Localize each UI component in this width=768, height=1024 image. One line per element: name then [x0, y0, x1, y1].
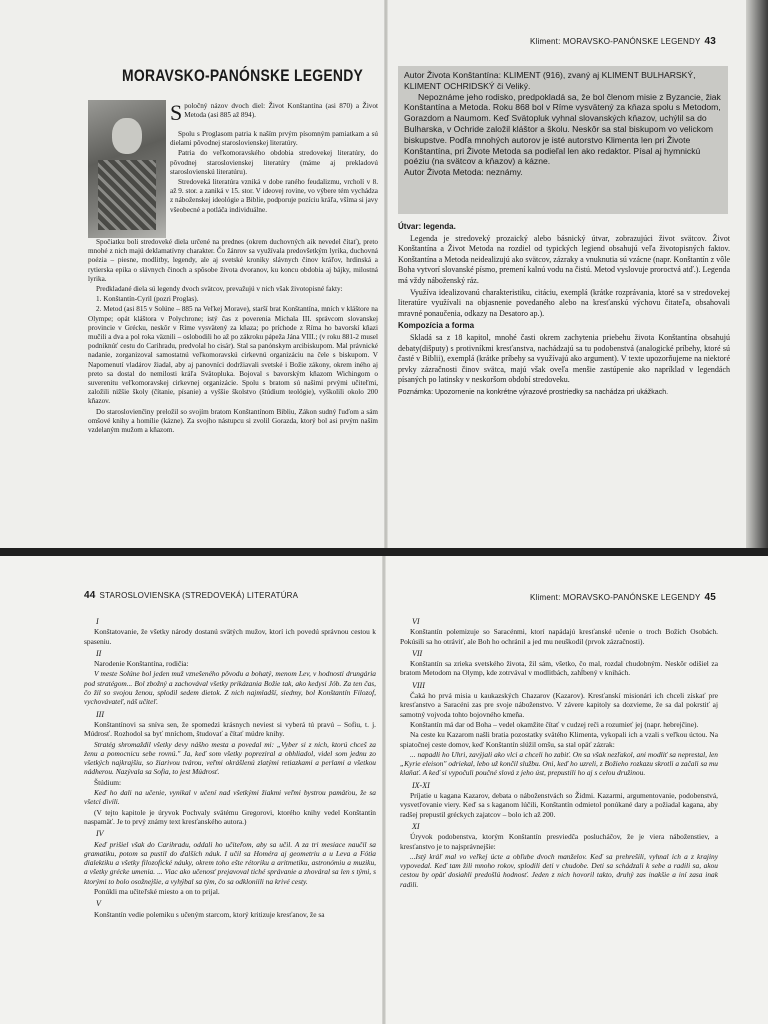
col1-paragraph: Patria do veľkomoravského obdobia stredovekej literatúry, do pôvodnej staroslovienskej literatúry (máme aj prekladovú staroslovienskú literatúru).: [170, 149, 378, 176]
chapter-numeral: VI: [412, 617, 420, 626]
column-1-beside-image: [170, 130, 378, 216]
chapter-numeral: IX-XI: [412, 780, 430, 790]
bottom-spread: [0, 556, 768, 1024]
col1-paragraph: Predkladané diela sú legendy dvoch svätcov, prevažujú v nich však životopisné fakty:: [96, 285, 343, 294]
page-title: MORAVSKO-PANÓNSKE LEGENDY: [122, 66, 364, 85]
section-heading: Kompozícia a forma: [398, 321, 475, 331]
drop-cap: S: [170, 100, 183, 125]
chapter-summary: Konštantín vedie polemiku s učeným starcom, ktorý kritizuje kresťanov, že sa: [94, 909, 325, 919]
author-info-box: [398, 66, 728, 214]
chapter-numeral: II: [96, 648, 102, 658]
chapter-summary: (V tejto kapitole je úryvok Pochvaly svätému Gregorovi, ktorého knihy vedel Konštantín naspamäť. Je to prvý známy text kresťanského autora.): [84, 807, 376, 826]
box-metod-author: Autor Života Metoda: neznámy.: [404, 167, 523, 178]
page-fold: [384, 0, 388, 548]
chapter-summary: Narodenie Konštantína, rodičia:: [94, 659, 189, 669]
page-45-text: [400, 614, 718, 890]
chapter-summary: Konštantín má dar od Boha – vedel okamžite čítať v cudzej reči a rozumieť jej (napr. hebrejčine).: [410, 719, 699, 729]
chapter-summary: Ponúkli ma učiteľské miesto a on to prijal.: [94, 887, 220, 897]
col2-paragraph: Legenda je stredoveký prozaický alebo básnický útvar, zobrazujúci život svätcov. Život Konštantína a Život Metoda na rozdiel od typických legiend obsahujú veľa životopisných faktov. Konštantína a Metoda neidealizujú ako svätcov, zázraky a vnuknutia sú vzácne (napr. Konštantín z vôle Boha vytvorí slovanské písmo, premení kalnú vodu na čistú. Metod vyslovuje proroctvá atď.). Legenda má vždy náboženský ráz.: [398, 233, 730, 285]
saint-portrait-image: [88, 100, 166, 238]
section-heading: Útvar: legenda.: [398, 222, 456, 231]
chapter-quote: ... napadli ho Uhri, zavýjali ako vlci a chceli ho zabiť. On sa však nezľakol, ani modliť sa neprestal, len „Kyrie eleison" odriekal, lebo už končil službu. Oni, keď ho uzreli, z Božieho rozkazu skrotli a začali sa mu klaňať. A keď si vypočuli poučné slová z jeho úst, prepustili ho aj s celou družinou.: [400, 749, 718, 778]
chapter-summary: Konštantín sa zrieka svetského života, žil sám, všetko, čo mal, rozdal chudobným. Neskôr odišiel za bratom Metodom na Olymp, kde zotrvával v modlitbách, zahĺbený v knihách.: [400, 659, 718, 678]
running-head-45: Kliment: MORAVSKO-PANÓNSKE LEGENDY 45: [530, 592, 717, 603]
intro-text: Spoločný názov dvoch diel: Život Konštantína (asi 870) a Život Metoda (asi 885 až 894).: [170, 100, 378, 125]
col2-paragraph: Skladá sa z 18 kapitol, mnohé časti okrem zachytenia priebehu života Konštantína obsahujú debaty(dišputy) s protivníkmi kresťanstva, nachádzajú sa tu podobenstvá (analogické príbehy, ktoré sú časté v Biblii), exemplá (krátke príbehy sa využívajú ako argument). V texte upozorňujeme na niektoré prvky zázračnosti činov svätca, majú však oveľa menšie zastúpenie ako napríklad v legendách písaných po latinsky v neskoršom období stredoveku.: [398, 332, 730, 385]
col1-paragraph: Spolu s Proglasom patria k naším prvým písomným pamiatkam a sú dielami pôvodnej staroslovienskej literatúry.: [170, 130, 378, 148]
chapter-summary: Konštantín polemizuje so Saracénmi, ktorí napádajú kresťanské učenie o troch Božích Osobách. Pokúsili sa ho otráviť, ale Boh ho ochránil a jed mu neuškodil (prvok zázračnosti).: [400, 627, 718, 646]
chapter-summary: Príjatie u kagana Kazarov, debata o náboženstvách so Židmi. Kazarmi, argumentovanie, podobenstvá, vysvetľovanie viery. Keď sa s kaganom lúčili, Konštantín odmietol ponúkané dary a požiadal kagana, aby radšej prepustil gréckych zajatcov – bolo ich až 200.: [400, 791, 718, 819]
running-head-44: 44 STAROSLOVIENSKA (STREDOVEKÁ) LITERATÚRA: [84, 590, 299, 601]
chapter-quote: ...Istý kráľ mal vo veľkej úcte a obľube dvoch manželov. Keď sa prehrešili, vyhnal ich a z krajiny vypovedal. Keď tam žili mnoho rokov, splodili deti v chudobe. Deti sa schádzali k sebe a radili sa, akou cestou by opäť dosiahli predošlú hodnosť. Jeden z nich hovoril takto, druhý zas inakšie a iní zasa inak radili.: [400, 851, 718, 889]
chapter-numeral: VII: [412, 648, 423, 658]
chapter-summary: Úryvok podobenstva, ktorým Konštantín presviedča poslucháčov, že je viera náboženstiev, a kresťanstvo je to najsprávnejšie:: [400, 832, 718, 851]
chapter-summary: Štúdium:: [94, 777, 122, 787]
page-edge-shadow: [746, 0, 768, 548]
box-kliment-bio: Nepoznáme jeho rodisko, predpokladá sa, že bol členom misie z Byzancie, žiak Konštantína a Metoda. Roku 868 bol v Ríme vysvätený za kňaza spolu s Metodom, Gorazdom a Naumom. Keď Svätopluk vyhnal slovanských kňazov, uchýlil sa do Bulharska, v Ochride založil kláštor a školu. Neskôr sa stal biskupom vo velickom biskupstve. Podľa mnohých autorov je isté autorstvo Klimenta len pri Živote Konštantína, pri Živote Metoda sa podieľal len ako redaktor. Písal aj hymnickú poéziu (na svätcov a kňazov) a kázne.: [404, 91, 721, 167]
chapter-summary: Čaká ho prvá misia u kaukazských Chazarov (Kazarov). Kresťanskí misionári ich chceli získať pre kresťanstvo a Saracéni zas pre svoje náboženstvo. V závere kapitoly sa dozvieme, že sa dal pokrstiť aj samotný vojvoda tohto bojovného kmeňa.: [400, 691, 718, 719]
chapter-quote: Keď ho dali na učenie, vynikal v učení nad všetkými žiakmi veľmi bystrou pamäťou, že sa všetci divili.: [84, 788, 376, 807]
col1-paragraph: Do staroslovienčiny preložil so svojím bratom Konštantínom Bibliu, Zákon sudný ľuďom a sám omšové knihy a homílie (kázne). Za svojho nástupcu si zvolil Gorazda, ktorý bol asi prvým naším vzdelaným mužom a kňazom.: [88, 407, 378, 435]
chapter-quote: V meste Solúne bol jeden muž vznešeného pôvodu a bohatý, menom Lev, v hodnosti drungária pod stratégom... Bol zbožný a zachovával všetky prikázania Božie tak, ako kedysi Jób. Za ten čas, čo žil so svojou ženou, splodil sedem dietok. Z nich najmladší, siedmy, bol Konštantín Filozof, vychovávateľ, náš učiteľ.: [84, 669, 376, 707]
scan-gap: [0, 548, 768, 556]
chapter-numeral: VIII: [412, 680, 425, 690]
chapter-numeral: IV: [96, 829, 104, 839]
running-head-43: Kliment: MORAVSKO-PANÓNSKE LEGENDY 43: [530, 36, 717, 47]
chapter-numeral: V: [96, 899, 101, 909]
chapter-summary: Konštantínovi sa sníva sen, že spomedzi krásnych neviest si vyberá tú pravú – Sofiu, t. j. Múdrosť. Rozhodol sa byť mníchom, študovať a čítať múdre knihy.: [84, 719, 376, 739]
column-1-full: [88, 238, 378, 436]
page-44-text: [84, 614, 376, 920]
page-fold: [382, 556, 386, 1024]
box-kliment: Autor Života Konštantína: KLIMENT (916), zvaný aj KLIMENT BULHARSKÝ, KLIMENT OCHRIDSKÝ či Veliký.: [404, 70, 696, 91]
chapter-summary: Konštatovanie, že všetky národy dostanú svätých mužov, ktorí ich povedú správnou cestou k spaseniu.: [84, 627, 376, 646]
col1-paragraph: Stredoveká literatúra vzniká v dobe raného feudalizmu, vrcholí v 8. až 9. stor. a zaniká v 15. stor. V ideovej rovine, vo výbere tém vychádza z náboženskej ideológie a Biblie, podporuje pozíciu kráľa, všíma si javy všeobecné a potláča individuálne.: [170, 178, 378, 214]
chapter-quote: Stratég shromaždil všetky devy nášho mesta a povedal mi: „Vyber si z nich, ktorú chceš za ženu a pomocnicu sebe rovnú." Ja, keď som všetky popreziral a obhliadol, videl som jednu zo všetkých najkrajšiu, so žiarivou tvárou, veľmi okrášlenú zlatými retiazkami a perlami a všetkou nádherou. Nazývala sa Sofia, to jest Múdrosť.: [84, 739, 376, 777]
column-2: [398, 220, 730, 399]
col1-paragraph: Spočiatku boli stredoveké diela určené na prednes (okrem duchovných aik nevedel čítať), preto mnohé z nich majú deklamatívny charakter. Čo žánrov sa využívala predovšetkým lyrika, duchovná poézia – piesne, modlitby, legendy, ale aj svetské kroniky slávnych činov kráľov, hrdinská a rytierska epika o slávnych činoch a spôsobe života dvoranov, ku koncu obdobia aj bájky, milostná lyrika.: [88, 238, 378, 283]
chapter-numeral: I: [96, 617, 99, 626]
chapter-numeral: XI: [412, 821, 420, 831]
chapter-summary: Na ceste ku Kazarom našli bratia pozostatky svätého Klimenta, vykopali ich a vzali s veľkou úctou. Na spiatočnej ceste domov, keď Konštantín slúžil omšu, sa stal opäť zázrak:: [400, 730, 718, 749]
col1-paragraph: 1. Konštantín-Cyril (pozri Proglas).: [96, 295, 199, 304]
col2-paragraph: Využíva idealizovanú charakteristiku, citáciu, exemplá (krátke rozprávania, ktoré sa v stredovekej literatúre využívali na objasnenie povedaného alebo na kresťanskú výchovu čitateľa, obsahovali mravné ponaučenia, odkazy na Desatoro ap.).: [398, 287, 730, 318]
note-text: Poznámka: Upozornenie na konkrétne výrazové prostriedky sa nachádza pri ukážkach.: [398, 388, 669, 396]
chapter-numeral: III: [96, 709, 104, 719]
chapter-quote: Keď prišiel však do Carihradu, oddali ho učiteľom, aby sa učil. A za tri mesiace naučil sa gramatiku, potom sa pustil do ďalších náuk. I učil sa Homéra aj geometriu a u Leva a Fótia dialektiku a všetky filozofické náuky, okrem toho ešte rétoriku a aritmetiku, astronómiu a muziku, a všetky grécke umenia. ... Viac ako učenosť prejavoval tiché správanie a zhováral sa len s tými, s ktorými to bolo osožnejšie, a vyhýbal sa tým, čo sa odkloniili na krivé cesty.: [84, 839, 376, 886]
col1-paragraph: 2. Metod (asi 815 v Solúne – 885 na Veľkej Morave), starší brat Konštantína, mních v kláštore na Olympe; opát kláštora v Polychrone; istý čas z poverenia Michala III. správcom slovanskej provincie v Grécku, neskôr v Ríme vysvätený za kňaza; po príchode z Ríma ho bavorskí kňazi mučili a dva a pol roka väznili – oslobodili ho až po zákroku pápeža Jána VIII.; (v roku 881-2 musel podniknúť cestu do Carihradu, predvolal ho cisár). Stal sa panónskym arcibiskupom. Mal právnické nadanie, zorganizoval samostatnú veľkomoravskú cirkevnú organizáciu na čele s biskupom. V Napomenutí vladárov žiadal, aby aj panovníci dodržiavali svetské i Božie zákony, okrem iného aj preto sa dostal do nemilosti kráľa Svätopluka. Bojoval s bavorským kňazom Wichingom o suverenitu veľkomoravskej cirkevnej organizácie. Spolu s bratom sú našimi prvými učiteľmi, založili nižšie školy (čítanie, písanie) a vyššie školstvo (štúdium teológie), vyškolili okolo 200 kňazov.: [88, 305, 378, 406]
